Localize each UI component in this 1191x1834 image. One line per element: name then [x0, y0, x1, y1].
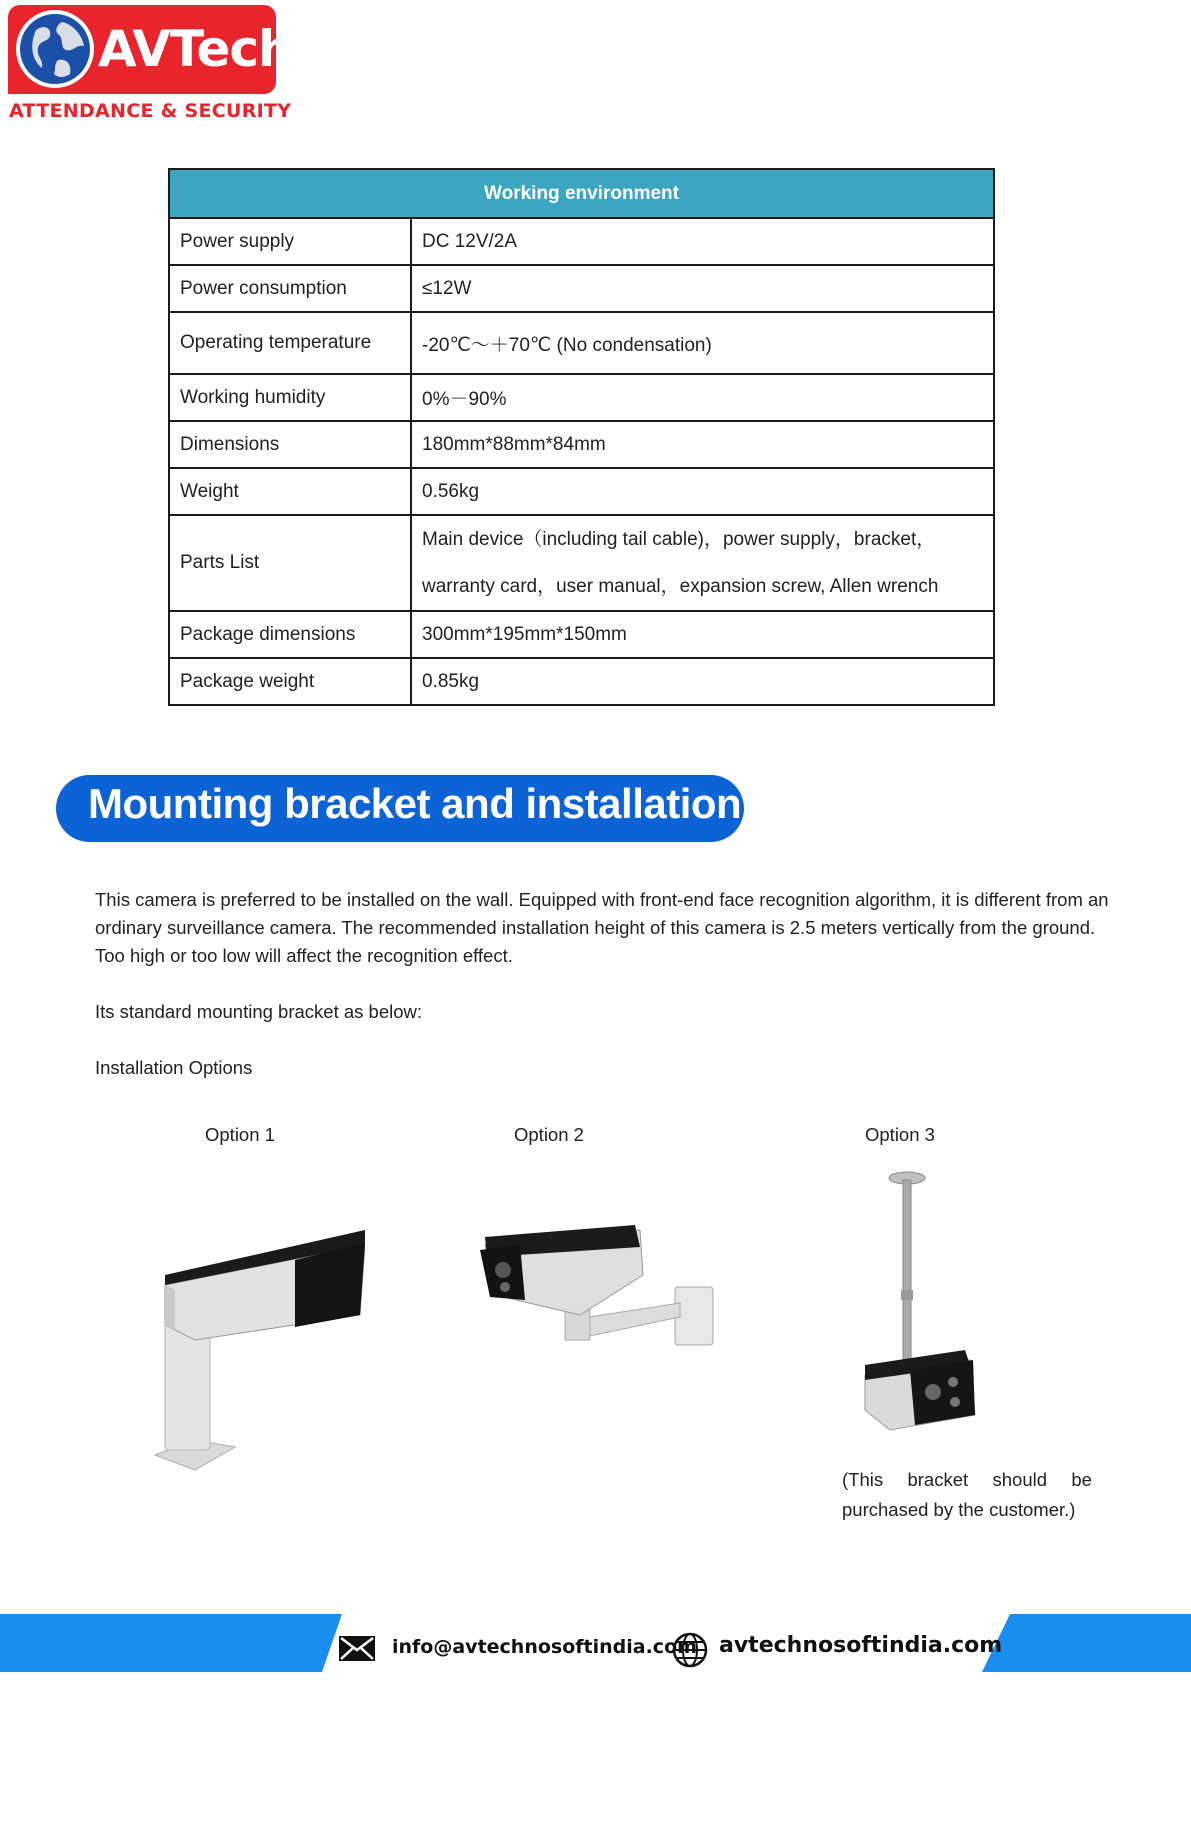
parts-line-2: warranty card，user manual，expansion screw, Allen wrench: [422, 576, 939, 597]
note-word: should: [992, 1469, 1048, 1490]
intro-paragraph: This camera is preferred to be installed on the wall. Equipped with front-end face recognition algorithm, it is different from an ordinary surveillance camera. The recommended installation height of this camera is 2.5 meters vertically from the ground. Too high or too low will affect the recognition effect.: [95, 889, 1109, 966]
table-header: Working environment: [169, 169, 994, 218]
table-row: [169, 265, 994, 312]
table-row: [169, 218, 994, 265]
option-1-camera-image: [125, 1185, 365, 1485]
row-key: Power supply: [169, 218, 411, 265]
row-key: Package dimensions: [169, 611, 411, 658]
spec-table: [168, 168, 995, 706]
row-value: -20℃～＋70℃ (No condensation): [411, 312, 994, 374]
envelope-icon: [338, 1635, 376, 1662]
option-3-camera-image: [855, 1170, 995, 1445]
installation-options-label: Installation Options: [95, 1057, 253, 1078]
brand-name: AVTech: [98, 20, 293, 78]
option-2-camera-image: [475, 1225, 720, 1355]
row-value: 0.56kg: [411, 468, 994, 515]
row-key: Dimensions: [169, 421, 411, 468]
row-key: Parts List: [169, 515, 411, 611]
row-key: Operating temperature: [169, 312, 411, 374]
table-row: [169, 421, 994, 468]
note-line-2: purchased by the customer.): [842, 1499, 1076, 1520]
table-header-row: [169, 169, 994, 218]
table-row: [169, 312, 994, 374]
row-key: Weight: [169, 468, 411, 515]
row-key: Power consumption: [169, 265, 411, 312]
table-row: [169, 468, 994, 515]
table-row: [169, 374, 994, 421]
row-value: DC 12V/2A: [411, 218, 994, 265]
bracket-paragraph: Its standard mounting bracket as below:: [95, 1001, 423, 1022]
footer-email-link[interactable]: info@avtechnosoftindia.com: [392, 1636, 697, 1658]
globe-logo-icon: [14, 8, 96, 90]
row-key: Package weight: [169, 658, 411, 705]
option-3-label: Option 3: [865, 1124, 935, 1145]
row-value: ≤12W: [411, 265, 994, 312]
row-value: 0.85kg: [411, 658, 994, 705]
option-1-label: Option 1: [205, 1124, 275, 1145]
row-value: 0%－90%: [411, 374, 994, 421]
note-word: be: [1071, 1469, 1092, 1490]
row-value: [411, 515, 994, 611]
option-3-note: [842, 1465, 1092, 1525]
table-row: [169, 658, 994, 705]
row-key: Working humidity: [169, 374, 411, 421]
row-value: 300mm*195mm*150mm: [411, 611, 994, 658]
note-word: bracket: [907, 1469, 969, 1490]
option-2-label: Option 2: [514, 1124, 584, 1145]
table-row: [169, 515, 994, 611]
note-word: (This: [842, 1469, 884, 1490]
brand-tagline: ATTENDANCE & SECURITY: [9, 100, 292, 122]
row-value: 180mm*88mm*84mm: [411, 421, 994, 468]
note-line-1: [842, 1465, 1092, 1495]
footer-website-link[interactable]: avtechnosoftindia.com: [719, 1633, 1003, 1658]
table-row: [169, 611, 994, 658]
globe-icon: [672, 1632, 708, 1668]
parts-line-1: Main device（including tail cable)，power supply，bracket，: [422, 529, 936, 550]
section-title: Mounting bracket and installation: [88, 780, 742, 827]
